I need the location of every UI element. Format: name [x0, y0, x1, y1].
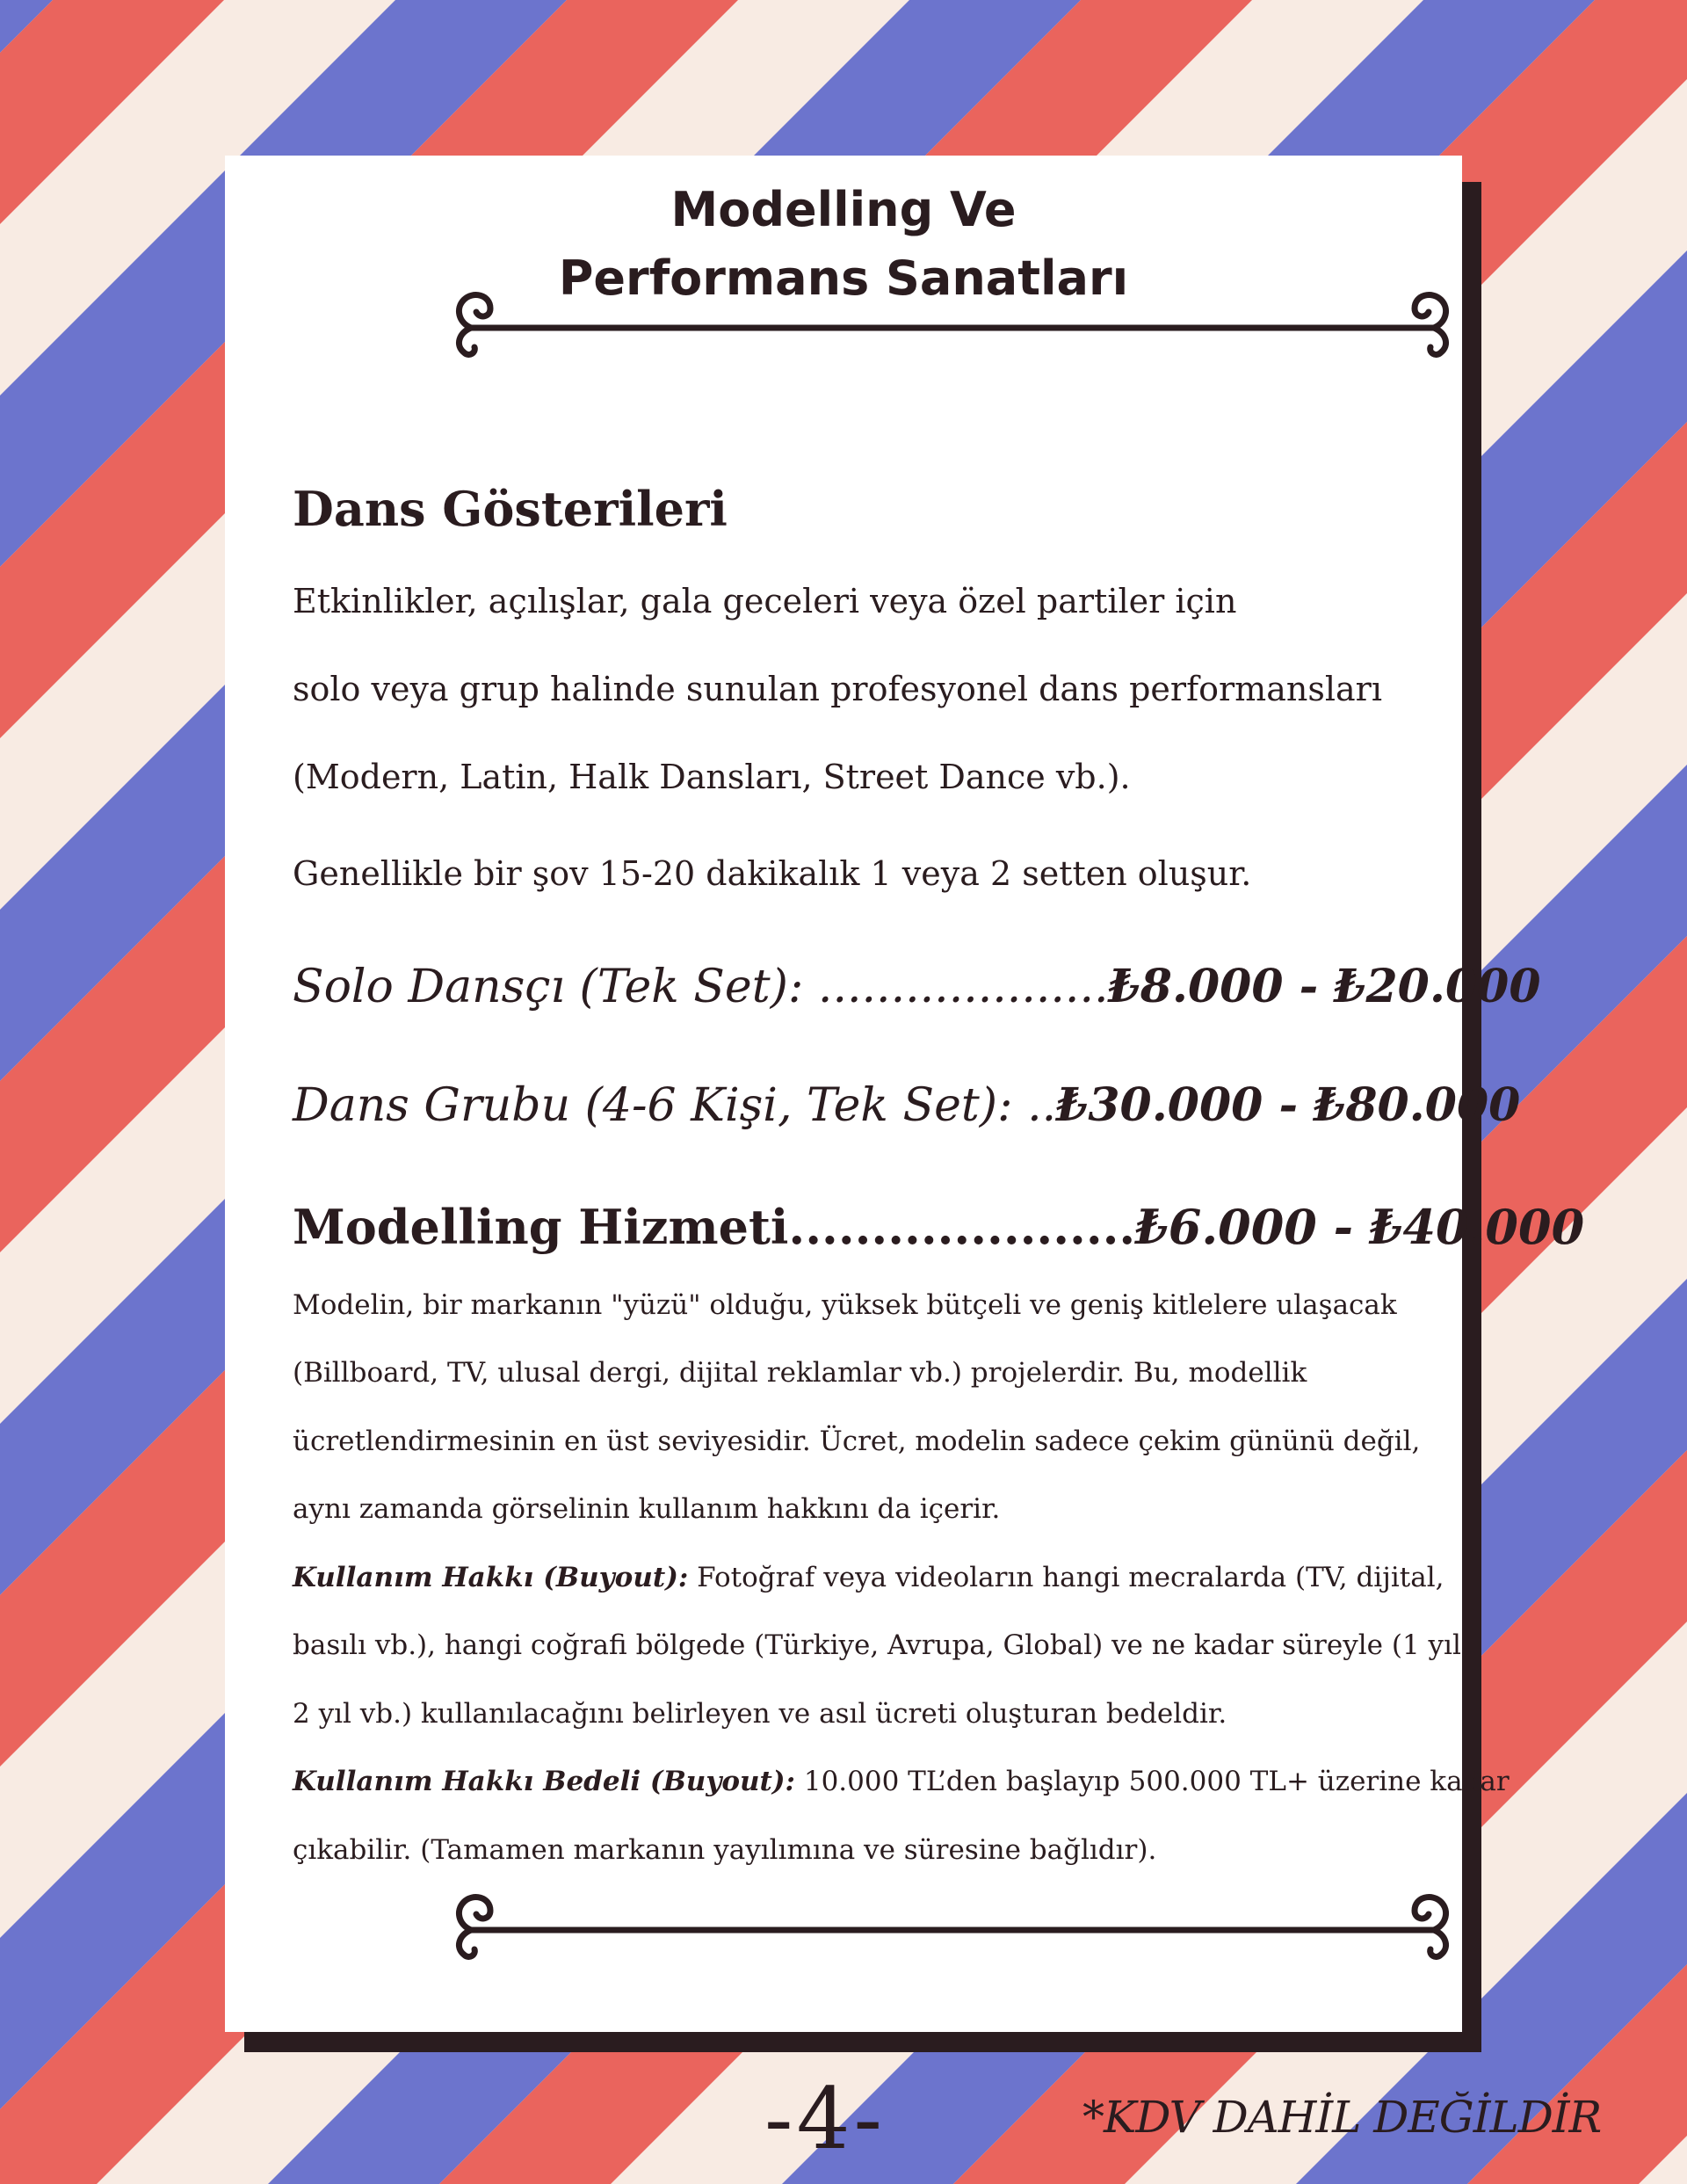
- bottom-ornament-divider: [346, 1891, 1559, 1997]
- solo-dancer-price: ₺8.000 - ₺20.000: [1108, 960, 1541, 1013]
- dance-description-line-4: Genellikle bir şov 15-20 dakikalık 1 veya 2 setten oluşur.: [293, 854, 1252, 893]
- buyout-label: Kullanım Hakkı (Buyout):: [293, 1562, 689, 1593]
- dance-group-price-row: [293, 1078, 1520, 1132]
- page-title-line-1: Modelling Ve: [670, 182, 1017, 237]
- dance-shows-heading: Dans Gösterileri: [293, 481, 728, 537]
- dance-group-price: ₺30.000 - ₺80.000: [1056, 1078, 1521, 1132]
- dance-description-line-3: (Modern, Latin, Halk Dansları, Street Dance vb.).: [293, 758, 1131, 796]
- dance-description-line-1: Etkinlikler, açılışlar, gala geceleri veya özel partiler için: [293, 582, 1237, 620]
- buyout-fee-label: Kullanım Hakkı Bedeli (Buyout):: [293, 1766, 795, 1797]
- buyout-fee-line-1: [293, 1766, 1510, 1797]
- modelling-description-line-2: (Billboard, TV, ulusal dergi, dijital reklamlar vb.) projelerdir. Bu, modellik: [293, 1357, 1307, 1389]
- modelling-service-heading: [293, 1199, 1584, 1255]
- dance-description-line-2: solo veya grup halinde sunulan profesyonel dans performansları: [293, 670, 1382, 708]
- solo-dancer-price-row: [293, 960, 1541, 1013]
- buyout-fee-text: 10.000 TL’den başlayıp 500.000 TL+ üzerine kadar: [795, 1766, 1510, 1797]
- buyout-line-3: 2 yıl vb.) kullanılacağını belirleyen ve asıl ücreti oluşturan bedeldir.: [293, 1698, 1227, 1730]
- modelling-service-price: ₺6.000 - ₺40.000: [1135, 1199, 1585, 1255]
- buyout-text: Fotoğraf veya videoların hangi mecralarda (TV, dijital,: [688, 1562, 1444, 1593]
- vat-not-included-note: *KDV DAHİL DEĞİLDİR: [1082, 2092, 1602, 2143]
- modelling-description-line-3: ücretlendirmesinin en üst seviyesidir. Ücret, modelin sadece çekim gününü değil,: [293, 1426, 1421, 1457]
- top-ornament-divider: [346, 261, 1559, 366]
- buyout-line-1: [293, 1562, 1444, 1593]
- modelling-service-label: Modelling Hizmeti.....................: [293, 1199, 1136, 1255]
- buyout-fee-line-2: çıkabilir. (Tamamen markanın yayılımına ve süresine bağlıdır).: [293, 1834, 1157, 1866]
- modelling-description-line-4: aynı zamanda görselinin kullanım hakkını da içerir.: [293, 1493, 1001, 1525]
- price-card: [225, 156, 1585, 2032]
- page-title-line-2: Performans Sanatları: [558, 250, 1129, 306]
- dance-group-label: Dans Grubu (4-6 Kişi, Tek Set): ..: [293, 1079, 1057, 1132]
- solo-dancer-label: Solo Dansçı (Tek Set): ....................: [293, 961, 1109, 1013]
- buyout-line-2: basılı vb.), hangi coğrafi bölgede (Türkiye, Avrupa, Global) ve ne kadar süreyle (1 yıl,: [293, 1629, 1470, 1661]
- modelling-description-line-1: Modelin, bir markanın "yüzü" olduğu, yüksek bütçeli ve geniş kitlelere ulaşacak: [293, 1289, 1397, 1321]
- page-number: -4-: [764, 2070, 886, 2168]
